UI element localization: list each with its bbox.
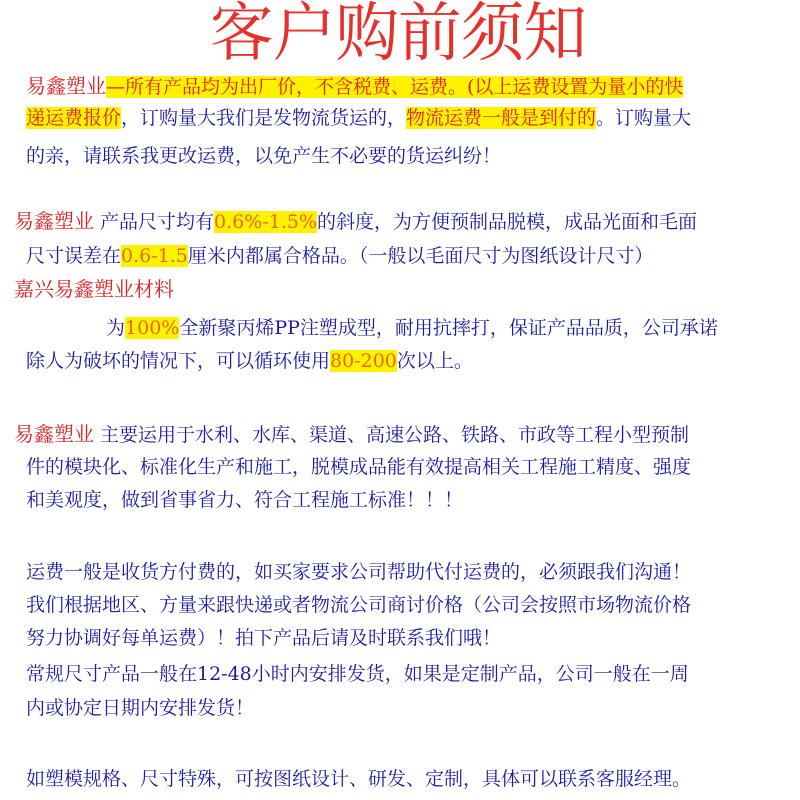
section4-line1: 易鑫塑业 主要运用于水利、水库、渠道、高速公路、铁路、市政等工程小型预制 bbox=[14, 422, 690, 446]
company-name: 嘉兴易鑫塑业材料 bbox=[14, 277, 174, 301]
brand-label: 易鑫塑业 bbox=[14, 422, 94, 446]
section4-line2: 件的模块化、标准化生产和施工，脱模成品能有效提高相关工程施工精度、强度 bbox=[26, 456, 692, 478]
highlight-text: 物流运费一般是到付的 bbox=[406, 107, 597, 129]
highlight-text: 0.6%-1.5% bbox=[214, 211, 318, 233]
section5-line5: 内或协定日期内安排发货！ bbox=[26, 697, 255, 719]
section2-line2: 尺寸误差在0.6-1.5厘米内都属合格品。（一般以毛面尺寸为图纸设计尺寸） bbox=[26, 245, 654, 267]
section5-line3: 努力协调好每单运费）！拍下产品后请及时联系我们哦！ bbox=[26, 627, 502, 649]
section5-line4: 常规尺寸产品一般在12-48小时内安排发货，如果是定制产品，公司一般在一周 bbox=[26, 663, 689, 685]
section1-line3: 的亲，请联系我更改运费，以免产生不必要的货运纠纷！ bbox=[26, 145, 502, 167]
section3-line1: 为100%全新聚丙烯PP注塑成型，耐用抗摔打，保证产品品质，公司承诺 bbox=[106, 317, 718, 339]
highlight-text: 所有产品均为出厂价，不含税费、运费。(以上运费设置为量小的快 bbox=[125, 76, 684, 98]
section1-line1 bbox=[26, 71, 683, 102]
highlight-text: 80-200 bbox=[330, 350, 397, 372]
brand-label: 易鑫塑业 bbox=[26, 74, 106, 98]
section2-line1: 易鑫塑业 产品尺寸均有0.6%-1.5%的斜度，为方便预制品脱模，成品光面和毛面 bbox=[14, 209, 698, 233]
section4-line3: 和美观度，做到省事省力、符合工程施工标准！！！ bbox=[26, 489, 464, 511]
section3-line2: 除人为破坏的情况下，可以循环使用80-200次以上。 bbox=[26, 350, 473, 372]
section5-line2: 我们根据地区、方量来跟快递或者物流公司商讨价格（公司会按照市场物流价格 bbox=[26, 594, 692, 616]
section1-line2: 递运费报价，订购量大我们是发物流货运的，物流运费一般是到付的。订购量大 bbox=[26, 107, 692, 129]
highlight-text: 100% bbox=[125, 317, 180, 339]
highlight-text: 递运费报价 bbox=[26, 107, 122, 129]
dash: — bbox=[106, 76, 125, 98]
section6-line1: 如塑模规格、尺寸特殊，可按图纸设计、研发、定制，具体可以联系客服经理。 bbox=[26, 768, 692, 790]
brand-label: 易鑫塑业 bbox=[14, 209, 94, 233]
page-title: 客户购前须知 bbox=[209, 0, 587, 71]
section5-line1: 运费一般是收货方付费的，如买家要求公司帮助代付运费的，必须跟我们沟通！ bbox=[26, 561, 692, 583]
highlight-text: 0.6-1.5 bbox=[121, 245, 188, 267]
